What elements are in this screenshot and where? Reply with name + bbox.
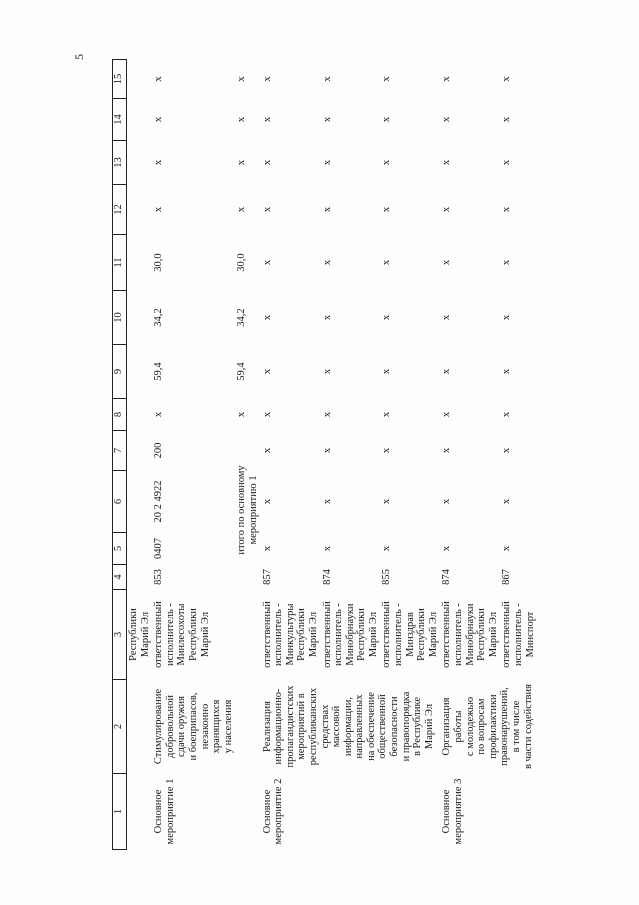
code-csr: 20 2 4922 [153,480,165,523]
cell-10: 34,2 [236,308,248,327]
code-grbs: 857 [261,569,273,585]
table-row [261,60,321,850]
cell-8: x [235,411,248,418]
executor: ответственный исполнитель - Минобрнауки Республики Марий Эл [321,601,379,668]
cell-5: x [380,545,393,552]
cell-9: x [440,368,453,375]
cell-8: x [500,411,513,418]
col-header-7: 7 [113,431,127,471]
rotated-table-container [112,60,542,850]
code-grbs: 855 [381,569,393,585]
activity-description: Организация работы с молодежью по вопросам профилактики правонарушений, в том числе в части содействия [441,684,534,769]
continuation-row [127,60,153,850]
code-grbs: 853 [153,569,165,585]
cell-11: x [260,259,273,266]
col-header-1: 1 [113,774,127,850]
cell-7: x [320,447,333,454]
cell-10: x [320,314,333,321]
cell-8: x [440,411,453,418]
cell-8: x [380,411,393,418]
activity-description: Стимулирование добровольной сдачи оружия и боеприпасов, незаконно хранящихся у населения [153,688,234,765]
cell-10: x [260,314,273,321]
col-header-2: 2 [113,680,127,774]
executor: ответственный исполнитель - Минобрнауки Республики Марий Эл [441,601,499,668]
cell-7: x [380,447,393,454]
col-header-10: 10 [113,291,127,345]
cell-11: 30,0 [236,253,248,272]
cell-11: 30,0 [153,253,165,272]
col-header-13: 13 [113,141,127,185]
code-grbs: 874 [441,569,453,585]
cell-12: x [235,206,248,213]
cell-14: x [500,116,513,123]
cell-15: x [260,76,273,82]
code-grbs: 874 [321,569,333,585]
table-row [440,60,500,850]
cell-5: x [500,545,513,552]
budget-table [112,59,537,850]
cell-7: x [440,447,453,454]
cell-8: x [320,411,333,418]
cell-9: x [320,368,333,375]
cell-10: x [380,314,393,321]
column-number-row [113,60,127,850]
cell-9: 59,4 [153,362,165,381]
col-header-3: 3 [113,590,127,680]
cell-13: x [320,159,333,166]
activity-name: Основное мероприятие 1 [153,778,176,845]
table-row [152,60,235,850]
cell-14: x [152,116,165,123]
cell-5: x [320,545,333,552]
col-header-6: 6 [113,471,127,533]
cell-8: x [152,411,165,418]
cell-10: 34,2 [153,308,165,327]
col-header-12: 12 [113,185,127,235]
page-number: 5 [72,54,86,60]
cell-14: x [235,116,248,123]
cell-10: x [440,314,453,321]
col-header-5: 5 [113,533,127,565]
cell-7: x [260,447,273,454]
code-vr: 200 [153,442,165,459]
activity-description: Реализация информационно- пропагандистских мероприятий в республиканских средствах массовой информации, направленных на обеспечение общественной безопасности и правопорядка в Республике Марий Эл [261,685,435,768]
cell-5: x [260,545,273,552]
cell-14: x [320,116,333,123]
col-header-4: 4 [113,565,127,590]
cell-11: x [320,259,333,266]
cell-14: x [440,116,453,123]
col-header-9: 9 [113,345,127,399]
activity-name: Основное мероприятие 2 [261,778,285,845]
executor: ответственный исполнитель - Минспорт [501,601,536,668]
cell-15: x [500,76,513,82]
cell-8: x [260,411,273,418]
cell-13: x [152,159,165,166]
cell-12: x [440,206,453,213]
cell-6: x [500,498,513,505]
cell-6: x [260,498,273,505]
code-grbs: 867 [501,569,513,585]
subtotal-label: итого по основному мероприятию 1 [236,465,259,555]
cell-13: x [235,159,248,166]
cell-15: x [152,76,165,82]
cell-11: x [380,259,393,266]
activity-name: Основное мероприятие 3 [441,778,465,845]
cell-9: 59,4 [236,362,248,381]
cell-15: x [440,76,453,82]
code-rzpr: 0407 [153,538,165,559]
cell-15: x [320,76,333,82]
cell-12: x [500,206,513,213]
cell-5: x [440,545,453,552]
executor: ответственный исполнитель - Минкультуры Республики Марий Эл [261,601,319,668]
cell-13: x [440,159,453,166]
col-header-14: 14 [113,99,127,141]
cell-13: x [380,159,393,166]
cell-14: x [260,116,273,123]
cell-13: x [260,159,273,166]
col-header-15: 15 [113,60,127,99]
cell-11: x [440,259,453,266]
cell-9: x [260,368,273,375]
cell-12: x [320,206,333,213]
cell-9: x [380,368,393,375]
col-header-8: 8 [113,399,127,431]
cell-14: x [380,116,393,123]
cell-11: x [500,259,513,266]
continued-executor-text: Республики Марий Эл [128,608,151,661]
cell-12: x [380,206,393,213]
cell-12: x [152,206,165,213]
executor: ответственный исполнитель - Минлесохоты Республики Марий Эл [153,601,211,668]
executor: ответственный исполнитель - Минздрав Республики Марий Эл [381,601,439,668]
cell-10: x [500,314,513,321]
col-header-11: 11 [113,235,127,291]
cell-6: x [440,498,453,505]
subtotal-row [235,60,260,850]
cell-6: x [320,498,333,505]
cell-9: x [500,368,513,375]
cell-12: x [260,206,273,213]
cell-15: x [235,76,248,82]
cell-7: x [500,447,513,454]
cell-6: x [380,498,393,505]
cell-13: x [500,159,513,166]
cell-15: x [380,76,393,82]
